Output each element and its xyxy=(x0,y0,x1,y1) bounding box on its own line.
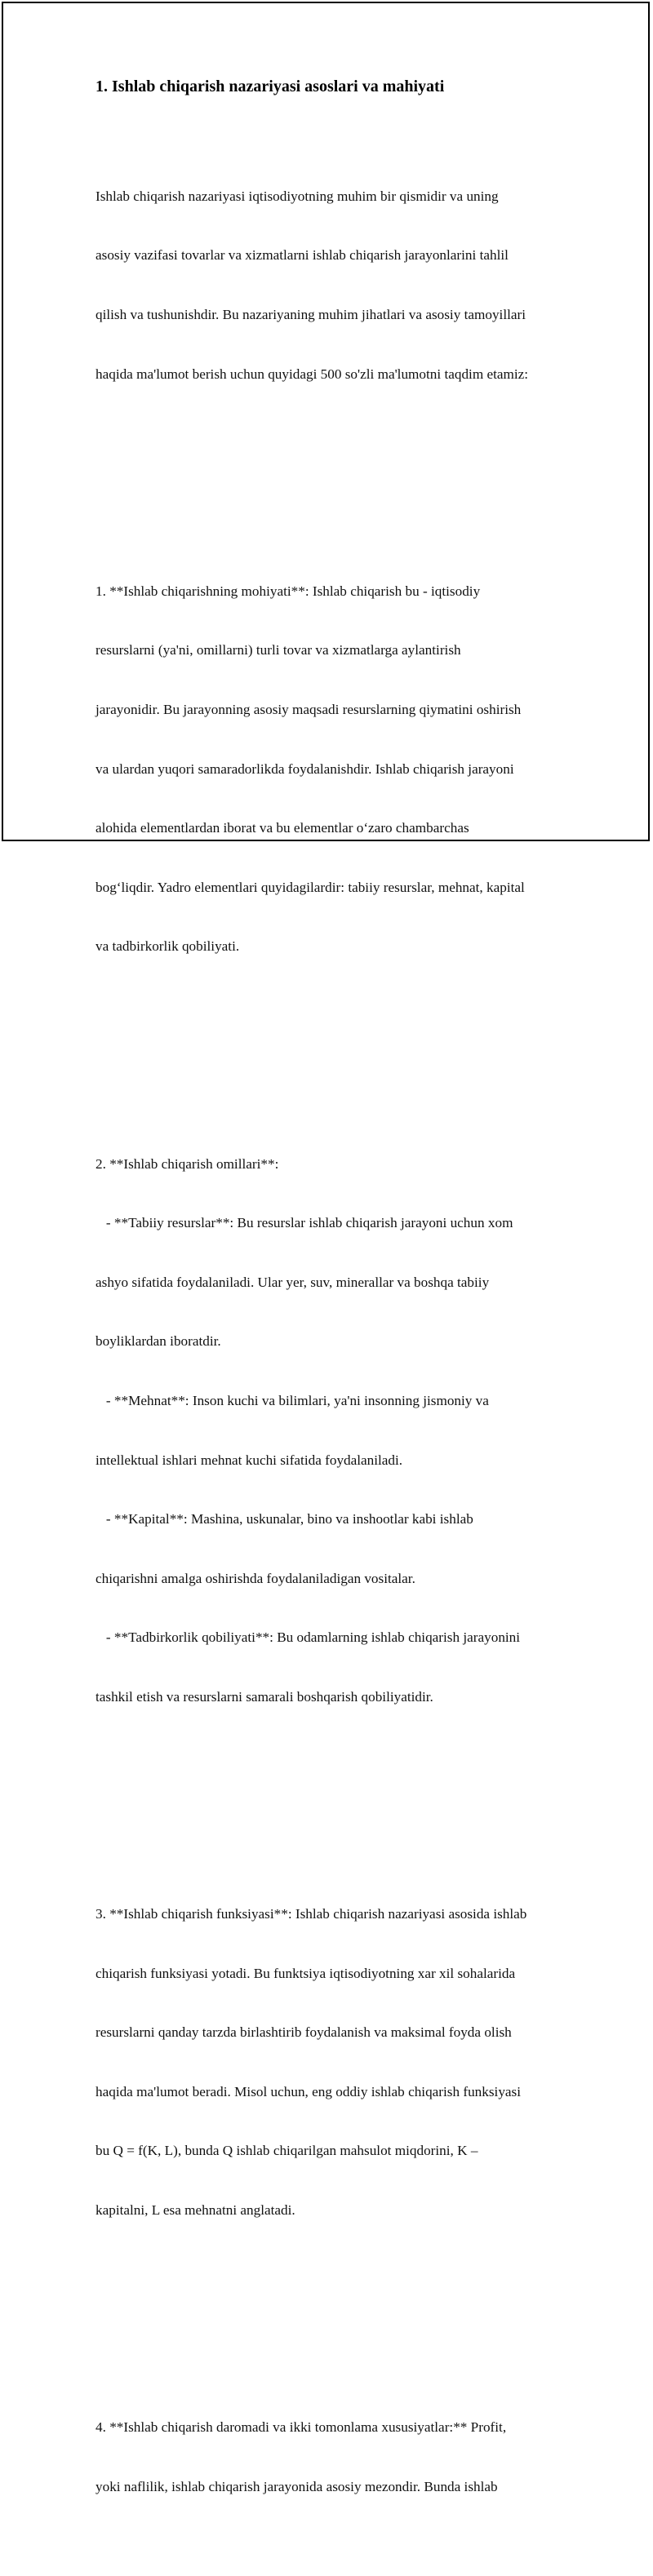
text-line: chiqarishni amalga oshirishda foydalaniladigan vositalar. xyxy=(96,1570,415,1586)
section-1-paragraph xyxy=(96,542,585,996)
text-line: chiqarish funksiyasi yotadi. Bu funktsiya iqtisodiyotning xar xil sohalarida xyxy=(96,1965,516,1981)
text-line: bu Q = f(K, L), bunda Q ishlab chiqarilgan mahsulot miqdorini, K – xyxy=(96,2143,478,2159)
paragraph-gap xyxy=(96,2299,585,2319)
text-line: asosiy vazifasi tovarlar va xizmatlarni ishlab chiqarish jarayonlarini tahlil xyxy=(96,247,509,264)
text-line: va ulardan yuqori samaradorlikda foydalanishdir. Ishlab chiqarish jarayoni xyxy=(96,760,514,777)
text-line: tashkil etish va resurslarni samarali boshqarish qobiliyatidir. xyxy=(96,1688,433,1705)
paragraph-gap xyxy=(96,1786,585,1806)
text-line: 3. **Ishlab chiqarish funksiyasi**: Ishlab chiqarish nazariyasi asosida ishlab xyxy=(96,1906,527,1922)
section-3-paragraph xyxy=(96,1865,585,2260)
text-line: kapitalni, L esa mehnatni anglatadi. xyxy=(96,2202,295,2219)
text-line: boyliklardan iboratdir. xyxy=(96,1333,221,1350)
intro-paragraph xyxy=(96,147,585,423)
text-line: intellektual ishlari mehnat kuchi sifatida foydalaniladi. xyxy=(96,1452,403,1468)
section-2-paragraph xyxy=(96,1115,585,1746)
section-4-paragraph xyxy=(96,2379,585,2537)
text-line: bog‘liqdir. Yadro elementlari quyidagilardir: tabiiy resurslar, mehnat, kapital xyxy=(96,879,525,895)
text-line: yoki naflilik, ishlab chiqarish jarayonida asosiy mezondir. Bunda ishlab xyxy=(96,2478,498,2494)
text-line: 1. **Ishlab chiqarishning mohiyati**: Ishlab chiqarish bu - iqtisodiy xyxy=(96,583,481,599)
text-line: 4. **Ishlab chiqarish daromadi va ikki tomonlama xususiyatlar:** Profit, xyxy=(96,2419,507,2436)
text-line: haqida ma'lumot beradi. Misol uchun, eng oddiy ishlab chiqarish funksiyasi xyxy=(96,2083,522,2099)
text-line: haqida ma'lumot berish uchun quyidagi 500 so'zli ma'lumotni taqdim etamiz: xyxy=(96,366,529,382)
document-content xyxy=(96,75,585,2576)
paragraph-gap xyxy=(96,463,585,483)
text-line: - **Mehnat**: Inson kuchi va bilimlari, ya'ni insonning jismoniy va xyxy=(96,1392,489,1408)
text-line: 2. **Ishlab chiqarish omillari**: xyxy=(96,1155,279,1172)
document-body xyxy=(96,108,585,2576)
text-line: alohida elementlardan iborat va bu elementlar o‘zaro chambarchas xyxy=(96,820,469,836)
text-line: - **Kapital**: Mashina, uskunalar, bino va inshootlar kabi ishlab xyxy=(96,1511,473,1527)
text-line: qilish va tushunishdir. Bu nazariyaning muhim jihatlari va asosiy tamoyillari xyxy=(96,307,526,322)
text-line: - **Tabiiy resurslar**: Bu resurslar ishlab chiqarish jarayoni uchun xom xyxy=(96,1215,513,1231)
text-line: ashyo sifatida foydalaniladi. Ular yer, suv, minerallar va boshqa tabiiy xyxy=(96,1274,490,1290)
text-line: va tadbirkorlik qobiliyati. xyxy=(96,938,240,955)
text-line: resurslarni (ya'ni, omillarni) turli tovar va xizmatlarga aylantirish xyxy=(96,642,461,658)
text-line: Ishlab chiqarish nazariyasi iqtisodiyotning muhim bir qismidir va uning xyxy=(96,188,499,204)
text-line: resurslarni qanday tarzda birlashtirib foydalanish va maksimal foyda olish xyxy=(96,2024,512,2041)
text-line: jarayonidir. Bu jarayonning asosiy maqsadi resurslarning qiymatini oshirish xyxy=(96,701,522,717)
paragraph-gap xyxy=(96,1035,585,1055)
page-title: 1. Ishlab chiqarish nazariyasi asoslari va mahiyati xyxy=(96,78,445,95)
text-line: - **Tadbirkorlik qobiliyati**: Bu odamlarning ishlab chiqarish jarayonini xyxy=(96,1629,521,1646)
